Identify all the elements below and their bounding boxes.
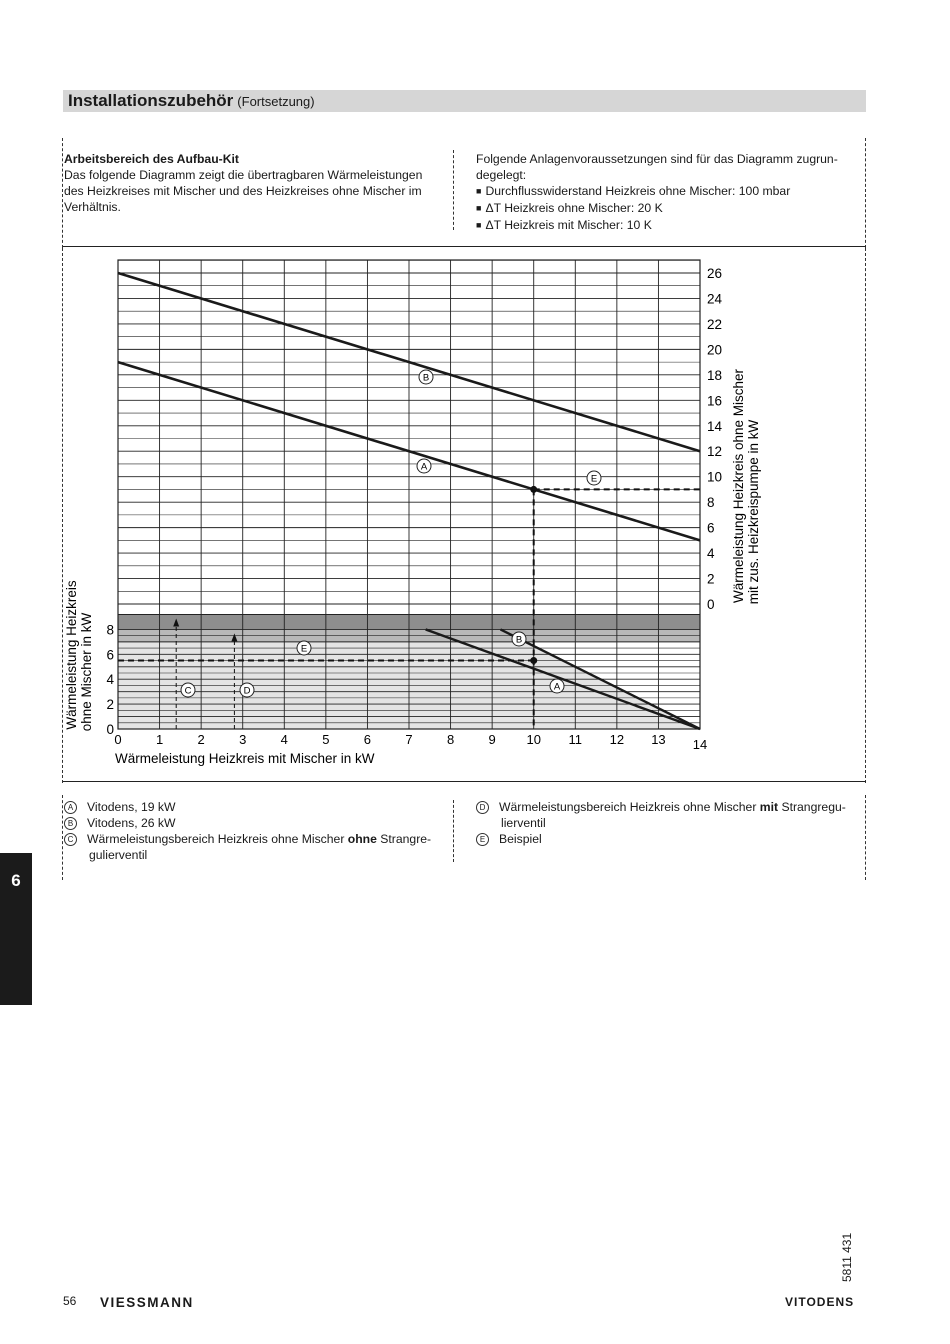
marker-c-text: C <box>184 685 192 697</box>
page-number: 56 <box>63 1294 77 1308</box>
x-tick-label: 5 <box>322 732 330 747</box>
x-tick-label: 8 <box>446 732 455 747</box>
right-tick-label: 4 <box>707 546 715 562</box>
intro-heading: Arbeitsbereich des Aufbau-Kit <box>64 152 239 166</box>
marker-a-lower-text: A <box>553 681 561 693</box>
x-tick-label: 13 <box>651 732 666 747</box>
x-axis-label: Wärmeleistung Heizkreis mit Mischer in kW <box>115 751 375 766</box>
right-tick-label: 14 <box>707 418 723 434</box>
left-tick-label: 0 <box>106 722 114 737</box>
brand-logo-left: VIESSMANN <box>100 1295 194 1310</box>
legend-item-d-cont: lierventil <box>501 816 546 830</box>
right-tick-label: 20 <box>707 342 723 358</box>
x-tick-label: 10 <box>526 732 541 747</box>
marker-a-upper-text: A <box>420 461 428 473</box>
left-axis-label-1: Wärmeleistung Heizkreis <box>64 580 79 730</box>
x-tick-label: 6 <box>363 732 372 747</box>
legend-item-e: E Beispiel <box>476 831 542 847</box>
right-tick-label: 8 <box>707 495 715 511</box>
right-axis-label-1: Wärmeleistung Heizkreis ohne Mischer <box>731 368 746 604</box>
right-tick-label: 18 <box>707 367 723 383</box>
left-axis-label-2: ohne Mischer in kW <box>79 612 94 732</box>
x-tick-label: 3 <box>239 732 247 747</box>
page-title: Installationszubehör (Fortsetzung) <box>68 91 315 110</box>
intro-line: Das folgende Diagramm zeigt die übertragbaren Wärmeleistungen <box>64 168 423 182</box>
right-tick-label: 26 <box>707 266 723 281</box>
legend-item-a: A Vitodens, 19 kW <box>64 799 176 815</box>
right-tick-label: 22 <box>707 316 723 332</box>
marker-e-lower-text: E <box>300 643 308 655</box>
legend-mark: B <box>64 817 77 830</box>
right-tick-label: 12 <box>707 444 723 460</box>
condition-item: ■ ΔT Heizkreis mit Mischer: 10 K <box>476 217 861 234</box>
right-tick-label: 2 <box>707 571 715 587</box>
condition-item: ■ Durchflusswiderstand Heizkreis ohne Mischer: 100 mbar <box>476 183 861 200</box>
frame-mid-bottom <box>453 800 454 862</box>
intro-line: des Heizkreises mit Mischer und des Heizkreises ohne Mischer im <box>64 184 422 198</box>
frame-right-bottom <box>865 795 866 880</box>
legend-mark: D <box>476 801 489 814</box>
x-tick-label: 2 <box>197 732 205 747</box>
marker-d-text: D <box>243 685 251 697</box>
right-tick-label: 16 <box>707 393 723 409</box>
conditions-line: degelegt: <box>476 168 527 182</box>
page-subtitle: (Fortsetzung) <box>237 94 315 109</box>
marker-e-upper-text: E <box>590 473 598 485</box>
x-tick-label: 0 <box>114 732 122 747</box>
left-tick-label: 6 <box>106 647 114 663</box>
frame-left-bottom <box>62 795 63 880</box>
x-tick-label: 11 <box>568 732 583 747</box>
legend-mark: E <box>476 833 489 846</box>
legend-item-c: C Wärmeleistungsbereich Heizkreis ohne Mischer ohne Strangre- <box>64 831 431 847</box>
right-axis-label-2: mit zus. Heizkreispumpe in kW <box>746 419 761 605</box>
x-tick-label: 12 <box>609 732 625 747</box>
chapter-tab: 6 <box>0 853 32 1005</box>
legend-item-b: B Vitodens, 26 kW <box>64 815 176 831</box>
left-tick-label: 4 <box>106 672 114 688</box>
intro-line: Verhältnis. <box>64 200 121 214</box>
legend-mark: C <box>64 833 77 846</box>
x-tick-label: 4 <box>280 732 288 747</box>
x-tick-label: 14 <box>692 737 708 752</box>
left-tick-label: 8 <box>106 622 114 638</box>
right-tick-label: 24 <box>707 291 723 307</box>
right-tick-label: 6 <box>707 520 715 536</box>
x-tick-label: 1 <box>155 732 164 747</box>
right-tick-label: 0 <box>707 597 715 612</box>
example-point-lower <box>530 657 537 664</box>
document-number: 5811 431 <box>840 1232 854 1282</box>
legend-mark: A <box>64 801 77 814</box>
legend-item-c-cont: gulierventil <box>89 848 148 862</box>
x-tick-label: 9 <box>488 732 496 747</box>
marker-b-upper-text: B <box>422 372 430 384</box>
example-point-upper <box>530 486 537 493</box>
condition-item: ■ ΔT Heizkreis ohne Mischer: 20 K <box>476 200 861 217</box>
x-tick-label: 7 <box>405 732 413 747</box>
legend-item-d: D Wärmeleistungsbereich Heizkreis ohne Mischer mit Strangregu- <box>476 799 846 815</box>
right-tick-label: 10 <box>707 469 723 485</box>
left-tick-label: 2 <box>106 697 114 713</box>
brand-logo-right: VITODENS <box>785 1295 855 1309</box>
conditions-line: Folgende Anlagenvoraussetzungen sind für das Diagramm zugrun- <box>476 152 838 166</box>
marker-b-lower-text: B <box>515 634 523 646</box>
